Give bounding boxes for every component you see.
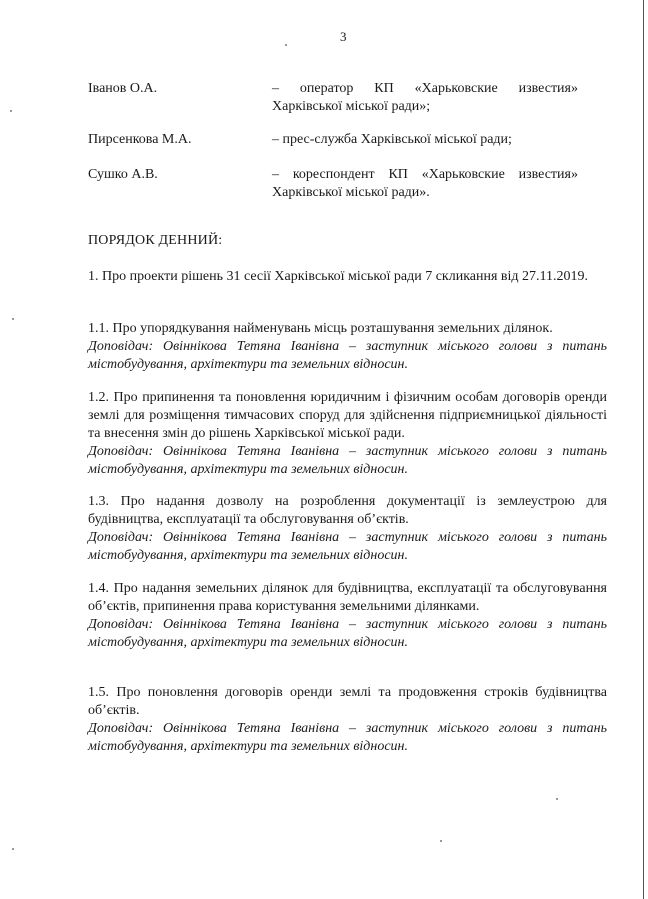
attendee-row bbox=[88, 131, 578, 151]
attendee-name: Іванов О.А. bbox=[88, 81, 158, 96]
agenda-subitem bbox=[88, 580, 607, 652]
agenda-subitem bbox=[88, 493, 607, 565]
scan-speck bbox=[10, 110, 12, 112]
attendee-name: Пирсенкова М.А. bbox=[88, 132, 192, 147]
attendee-row bbox=[88, 80, 578, 120]
speaker-line: Доповідач: Овіннікова Тетяна Іванівна – заступник міського голови з питань містобудування, архітектури та земельних відносин. bbox=[88, 444, 607, 477]
page-number: 3 bbox=[340, 29, 347, 44]
subitem-text: 1.4. Про надання земельних ділянок для будівництва, експлуатації та обслуговування об’єктів, припинення права користування земельними ділянками. bbox=[88, 581, 607, 614]
scan-edge-line bbox=[643, 0, 644, 899]
subitem-text: 1.1. Про упорядкування найменувань місць розташування земельних ділянок. bbox=[88, 321, 553, 336]
speaker-line: Доповідач: Овіннікова Тетяна Іванівна – заступник міського голови з питань містобудування, архітектури та земельних відносин. bbox=[88, 339, 607, 372]
subitem-text: 1.2. Про припинення та поновлення юридичним і фізичним особам договорів оренди землі для розміщення тимчасових споруд для здійснення підприємницької діяльності та внесення змін до рішень Харківської міської ради. bbox=[88, 390, 607, 441]
agenda-heading: ПОРЯДОК ДЕННИЙ: bbox=[88, 233, 223, 248]
speaker-line: Доповідач: Овіннікова Тетяна Іванівна – заступник міського голови з питань містобудування, архітектури та земельних відносин. bbox=[88, 530, 607, 563]
scan-speck bbox=[440, 840, 442, 842]
attendee-role: – прес-служба Харківської міської ради; bbox=[272, 132, 512, 147]
attendee-name: Сушко А.В. bbox=[88, 167, 158, 182]
scan-speck bbox=[12, 318, 14, 320]
agenda-subitem bbox=[88, 684, 607, 756]
scan-speck bbox=[12, 848, 14, 850]
speaker-line: Доповідач: Овіннікова Тетяна Іванівна – заступник міського голови з питань містобудування, архітектури та земельних відносин. bbox=[88, 721, 607, 754]
scan-speck bbox=[285, 44, 287, 46]
speaker-line: Доповідач: Овіннікова Тетяна Іванівна – заступник міського голови з питань містобудування, архітектури та земельних відносин. bbox=[88, 617, 607, 650]
agenda-subitem bbox=[88, 320, 607, 374]
attendee-row bbox=[88, 166, 578, 206]
attendee-role: – кореспондент КП «Харьковские известия» Харківської міської ради». bbox=[272, 167, 578, 200]
subitem-text: 1.5. Про поновлення договорів оренди землі та продовження строків будівництва об’єктів. bbox=[88, 685, 607, 718]
agenda-subitem bbox=[88, 389, 607, 479]
scan-speck bbox=[556, 798, 558, 800]
agenda-item-1: 1. Про проекти рішень 31 сесії Харківської міської ради 7 скликання від 27.11.2019. bbox=[88, 269, 589, 284]
subitem-text: 1.3. Про надання дозволу на розроблення документації із землеустрою для будівництва, експлуатації та обслуговування об’єктів. bbox=[88, 494, 607, 527]
attendee-role: – оператор КП «Харьковские известия» Харківської міської ради»; bbox=[272, 81, 578, 114]
